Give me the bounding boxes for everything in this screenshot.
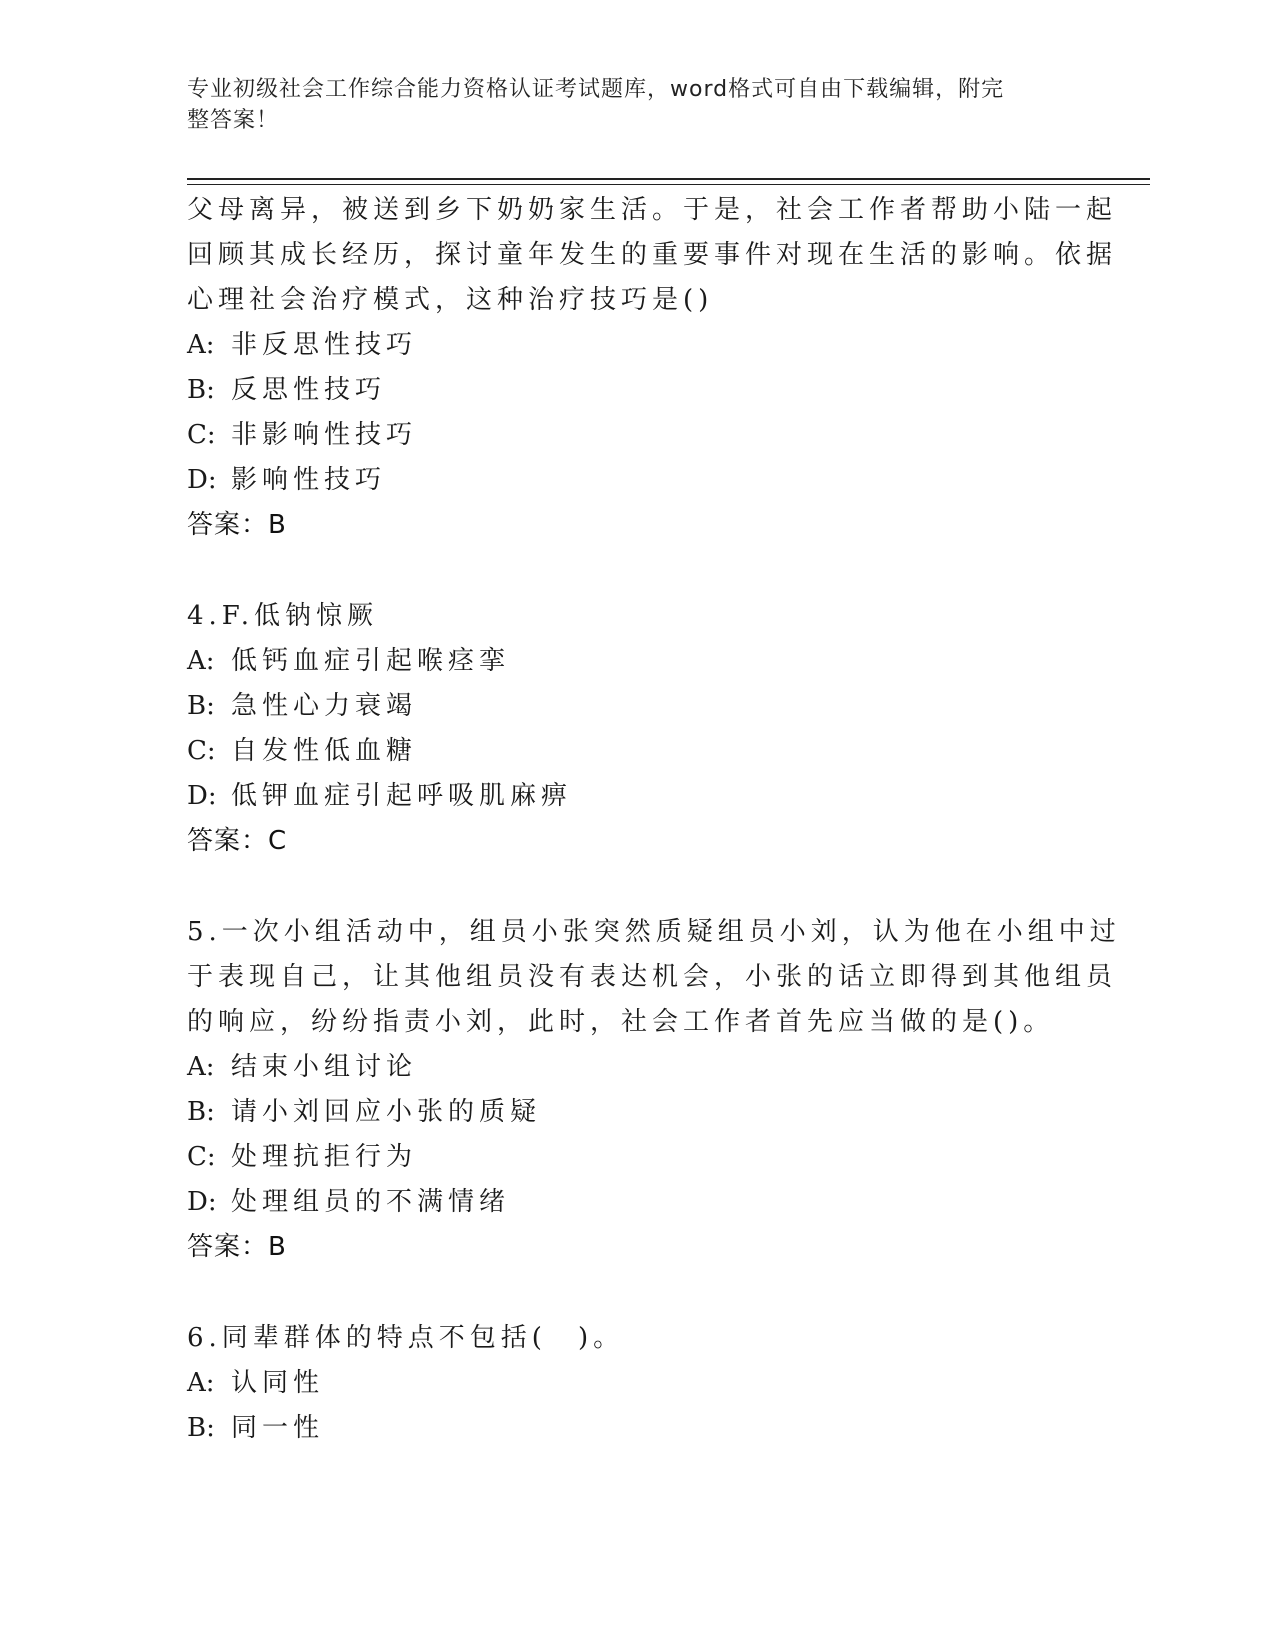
header-line-1: 专业初级社会工作综合能力资格认证考试题库，word格式可自由下载编辑，附完 — [187, 77, 1005, 102]
option-d — [187, 1180, 1067, 1225]
option-letter: A: — [187, 1368, 215, 1398]
option-letter: C: — [187, 1142, 216, 1172]
option-letter: D: — [187, 781, 217, 811]
option-text: 急性心力衰竭 — [231, 691, 418, 721]
option-text: 结束小组讨论 — [231, 1052, 418, 1082]
question-stem-line: 于表现自己，让其他组员没有表达机会，小张的话立即得到其他组员 — [187, 962, 1118, 992]
answer: 答案：B — [187, 1232, 287, 1262]
option-d — [187, 458, 1067, 503]
question-stem-line: 回顾其成长经历，探讨童年发生的重要事件对现在生活的影响。依据 — [187, 240, 1118, 270]
document-header — [187, 74, 1067, 136]
option-a — [187, 1361, 1067, 1406]
question-5 — [187, 910, 1121, 1270]
option-text: 低钾血症引起呼吸肌麻痹 — [231, 781, 573, 811]
option-letter: A: — [187, 330, 215, 360]
question-list — [187, 188, 1121, 1451]
option-text: 同一性 — [231, 1413, 325, 1443]
option-text: 非影响性技巧 — [231, 420, 418, 450]
option-letter: C: — [187, 736, 216, 766]
option-text: 请小刘回应小张的质疑 — [231, 1097, 542, 1127]
option-text: 影响性技巧 — [231, 465, 387, 495]
option-letter: D: — [187, 1187, 217, 1217]
question-6 — [187, 1316, 1067, 1451]
option-letter: B: — [187, 691, 215, 721]
option-b — [187, 1406, 1067, 1451]
option-text: 认同性 — [231, 1368, 325, 1398]
option-text: 反思性技巧 — [231, 375, 387, 405]
question-4 — [187, 594, 1067, 864]
question-stem-line: 的响应，纷纷指责小刘，此时，社会工作者首先应当做的是()。 — [187, 1007, 1055, 1037]
option-letter: C: — [187, 420, 216, 450]
option-c — [187, 729, 1067, 774]
option-b — [187, 368, 1067, 413]
option-text: 低钙血症引起喉痉挛 — [231, 646, 511, 676]
header-line-2: 整答案！ — [187, 108, 280, 133]
option-c — [187, 413, 1067, 458]
option-letter: B: — [187, 1097, 215, 1127]
option-letter: B: — [187, 1413, 215, 1443]
answer: 答案：B — [187, 510, 287, 540]
option-text: 自发性低血糖 — [231, 736, 418, 766]
answer: 答案：C — [187, 826, 288, 856]
question-stem-line: 5.一次小组活动中，组员小张突然质疑组员小刘，认为他在小组中过 — [187, 917, 1121, 947]
option-b — [187, 1090, 1067, 1135]
spacer — [187, 1270, 1067, 1316]
question-3 — [187, 188, 1118, 548]
option-a — [187, 323, 1067, 368]
question-stem-line: 心理社会治疗模式，这种治疗技巧是() — [187, 285, 714, 315]
option-b — [187, 684, 1067, 729]
question-stem-line: 4.F.低钠惊厥 — [187, 601, 379, 631]
option-letter: A: — [187, 646, 215, 676]
option-text: 处理抗拒行为 — [231, 1142, 418, 1172]
option-a — [187, 1045, 1067, 1090]
option-text: 非反思性技巧 — [231, 330, 418, 360]
question-stem-line: 父母离异，被送到乡下奶奶家生活。于是，社会工作者帮助小陆一起 — [187, 195, 1118, 225]
option-c — [187, 1135, 1067, 1180]
option-letter: B: — [187, 375, 215, 405]
option-letter: A: — [187, 1052, 215, 1082]
option-a — [187, 639, 1067, 684]
option-letter: D: — [187, 465, 217, 495]
header-rule-thin — [187, 184, 1150, 185]
spacer — [187, 548, 1067, 594]
spacer — [187, 864, 1067, 910]
header-rule-thick — [187, 178, 1150, 180]
option-d — [187, 774, 1067, 819]
option-text: 处理组员的不满情绪 — [231, 1187, 511, 1217]
question-stem-line: 6.同辈群体的特点不包括( )。 — [187, 1323, 625, 1353]
